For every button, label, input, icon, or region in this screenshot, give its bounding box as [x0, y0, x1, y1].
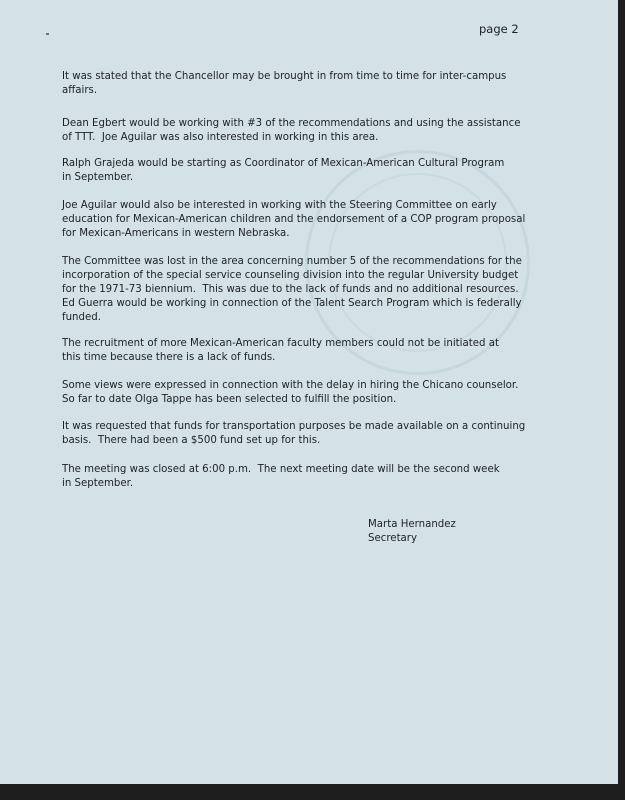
paragraph-ralph-grajeda: Ralph Grajeda would be starting as Coordinator of Mexican-American Cultural Program in September.: [62, 158, 505, 183]
paper-speck: [46, 33, 49, 35]
signature-name: Marta Hernandez: [368, 519, 456, 530]
scan-edge-right: [618, 0, 625, 800]
page-number: page 2: [479, 22, 519, 36]
paragraph-steering-committee: Joe Aguilar would also be interested in working with the Steering Committee on early education for Mexican-American children and the endorsement of a COP program proposal for Mexican-Americans in western Nebraska.: [62, 200, 526, 239]
paragraph-transportation: It was requested that funds for transportation purposes be made available on a continuing basis. There had been a $500 fund set up for this.: [62, 421, 526, 446]
paragraph-faculty-recruitment: The recruitment of more Mexican-American faculty members could not be initiated at this time because there is a lack of funds.: [62, 338, 499, 363]
paragraph-dean-egbert: Dean Egbert would be working with #3 of the recommendations and using the assistance of TTT. Joe Aguilar was also interested in working in this area.: [62, 118, 521, 143]
paragraph-chancellor: It was stated that the Chancellor may be brought in from time to time for inter-campus affairs.: [62, 71, 507, 96]
scan-edge-bottom: [0, 784, 625, 800]
signature-title: Secretary: [368, 533, 418, 544]
paragraph-recommendation-5: The Committee was lost in the area concerning number 5 of the recommendations for the incorporation of the special service counseling division into the regular University budget for the 1971-73 biennium. This was due to the lack of funds and no additional resources. Ed Guerra would be working in connection of the Talent Search Program which is federally funded.: [62, 256, 522, 323]
paragraph-meeting-closed: The meeting was closed at 6:00 p.m. The next meeting date will be the second week in September.: [62, 464, 500, 489]
paragraph-chicano-counselor: Some views were expressed in connection with the delay in hiring the Chicano counselor. So far to date Olga Tappe has been selected to fulfill the position.: [62, 380, 519, 405]
